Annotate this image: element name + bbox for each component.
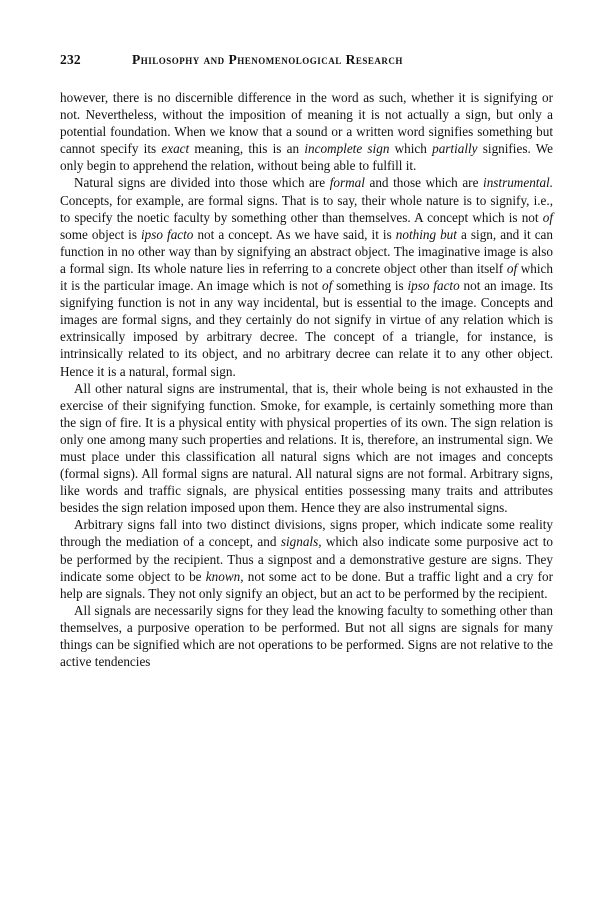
text-run: which it is the particular image. An image which is not <box>60 260 553 294</box>
italic-run: partially <box>432 141 478 157</box>
book-page <box>60 52 553 670</box>
paragraph <box>60 516 553 601</box>
page-number: 232 <box>60 52 81 67</box>
body-text <box>60 89 553 670</box>
text-run: a sign, and it can function in no other way than by signifying an abstract object. The imaginative image is also a formal sign. Its whole nature lies in referring to a concrete object other than itself <box>60 226 553 276</box>
text-run: Concepts, for example, are formal signs. That is to say, their whole nature is to signify, i.e., to specify the noetic faculty by something other than themselves. A concept which is not <box>60 192 553 225</box>
text-run: Natural signs are divided into those which are <box>74 175 330 191</box>
text-run: something is <box>332 278 408 294</box>
paragraph <box>60 174 553 379</box>
italic-run: incomplete sign <box>304 141 390 157</box>
text-run: and those which are <box>364 175 484 191</box>
italic-run: instrumental. <box>483 175 553 191</box>
text-run: All other natural signs are instrumental, that is, their whole being is not exhausted in the exercise of their signifying function. Smoke, for example, is certainly something more than the sign of fire. It is a physical entity with physical properties of its own. The sign relation is only one among many such properties and relations. It is, therefore, an instrumental sign. We must place under this classification all natural signs which are not images and concepts (formal signs). All formal signs are natural. All natural signs are not formal. Arbitrary signs, like words and traffic signals, are physical entities possessing many traits and attributes besides the sign relation imposed upon them. Hence they are also instrumental signs. <box>60 380 553 516</box>
text-run: which <box>389 141 433 157</box>
italic-run: ipso facto <box>407 278 460 294</box>
paragraph <box>60 602 553 670</box>
italic-run: nothing but <box>395 226 457 242</box>
text-run: some object is <box>60 226 141 242</box>
italic-run: of <box>506 260 518 276</box>
paragraph <box>60 89 553 174</box>
text-run: not a concept. As we have said, it is <box>193 226 396 242</box>
text-run: Arbitrary signs fall into two distinct divisions, signs proper, which indicate some reality through the mediation of a concept, and <box>60 517 553 550</box>
italic-run: known, <box>205 568 244 584</box>
text-run: not some act to be done. But a traffic light and a cry for help are signals. They not only signify an object, but an act to be performed by the recipient. <box>60 568 553 601</box>
running-head: Philosophy and Phenomenological Research <box>132 52 403 67</box>
text-run: All signals are necessarily signs for they lead the knowing faculty to something other than themselves, a purposive operation to be performed. But not all signs are signals for many things can be signified which are not operations to be performed. Signs are not relative to the active tendencies <box>60 602 553 670</box>
italic-run: formal <box>329 175 365 191</box>
text-run: however, there is no discernible difference in the word as such, whether it is signifying or not. Nevertheless, without the imposition of meaning it is not actually a sign, but only a potential foundation. When we know that a sound or a written word signifies something but cannot specify its <box>60 90 553 157</box>
text-run: not an image. Its signifying function is not in any way incidental, but is essential to the image. Concepts and images are formal signs, and they certainly do not signify in virtue of any relation which is extrinsically imposed by arbitrary decree. The concept of a triangle, for instance, is intrinsically related to its object, and no arbitrary decree can relate it to any other object. Hence it is a natural, formal sign. <box>60 278 553 379</box>
page-header <box>60 52 553 72</box>
text-run: which also indicate some purposive act to be performed by the recipient. Thus a signpost and a demonstrative gesture are signs. They indicate some object to be <box>60 534 553 584</box>
italic-run: signals, <box>280 534 322 550</box>
text-run: signifies. We only begin to apprehend the relation, without being able to fulfill it. <box>60 141 553 174</box>
italic-run: exact <box>161 141 190 157</box>
italic-run: of <box>542 209 553 225</box>
italic-run: of <box>322 278 333 294</box>
text-run: meaning, this is an <box>189 141 305 157</box>
italic-run: ipso facto <box>141 226 194 242</box>
paragraph <box>60 380 553 517</box>
